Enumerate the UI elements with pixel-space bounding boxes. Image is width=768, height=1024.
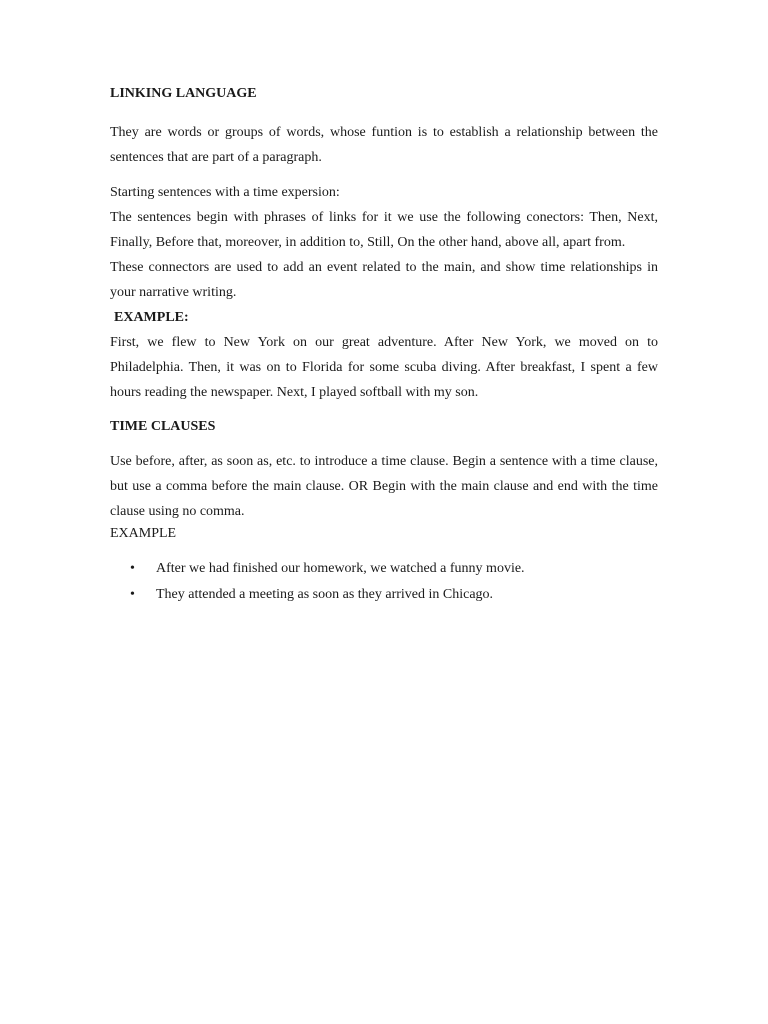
connectors-usage-paragraph: These connectors are used to add an event related to the main, and show time relationships in your narrative writing. bbox=[110, 260, 658, 300]
example-label: EXAMPLE: bbox=[114, 310, 189, 325]
connectors-paragraph: The sentences begin with phrases of links for it we use the following conectors: Then, Next, Finally, Before that, moreover, in addition to, Still, On the other hand, above all, apart from. bbox=[110, 210, 658, 250]
example-bullet-list bbox=[110, 556, 658, 608]
list-item-text: After we had finished our homework, we watched a funny movie. bbox=[156, 561, 525, 576]
bullet-icon: • bbox=[130, 587, 135, 602]
time-clauses-paragraph: Use before, after, as soon as, etc. to introduce a time clause. Begin a sentence with a time clause, but use a comma before the main clause. OR Begin with the main clause and end with the time clause using no comma. bbox=[110, 454, 658, 519]
bullet-icon: • bbox=[130, 561, 135, 576]
list-item bbox=[110, 582, 658, 608]
starting-line: Starting sentences with a time expersion: bbox=[110, 185, 340, 200]
document-page bbox=[110, 84, 658, 608]
list-item bbox=[110, 556, 658, 582]
example2-label: EXAMPLE bbox=[110, 526, 177, 541]
section-title-time-clauses: TIME CLAUSES bbox=[110, 419, 216, 434]
document-title: LINKING LANGUAGE bbox=[110, 86, 257, 101]
intro-paragraph: They are words or groups of words, whose funtion is to establish a relationship between the sentences that are part of a paragraph. bbox=[110, 125, 658, 165]
example-paragraph: First, we flew to New York on our great adventure. After New York, we moved on to Philadelphia. Then, it was on to Florida for some scuba diving. After breakfast, I spent a few hours reading the newspaper. Next, I played softball with my son. bbox=[110, 335, 658, 400]
list-item-text: They attended a meeting as soon as they arrived in Chicago. bbox=[156, 587, 494, 602]
